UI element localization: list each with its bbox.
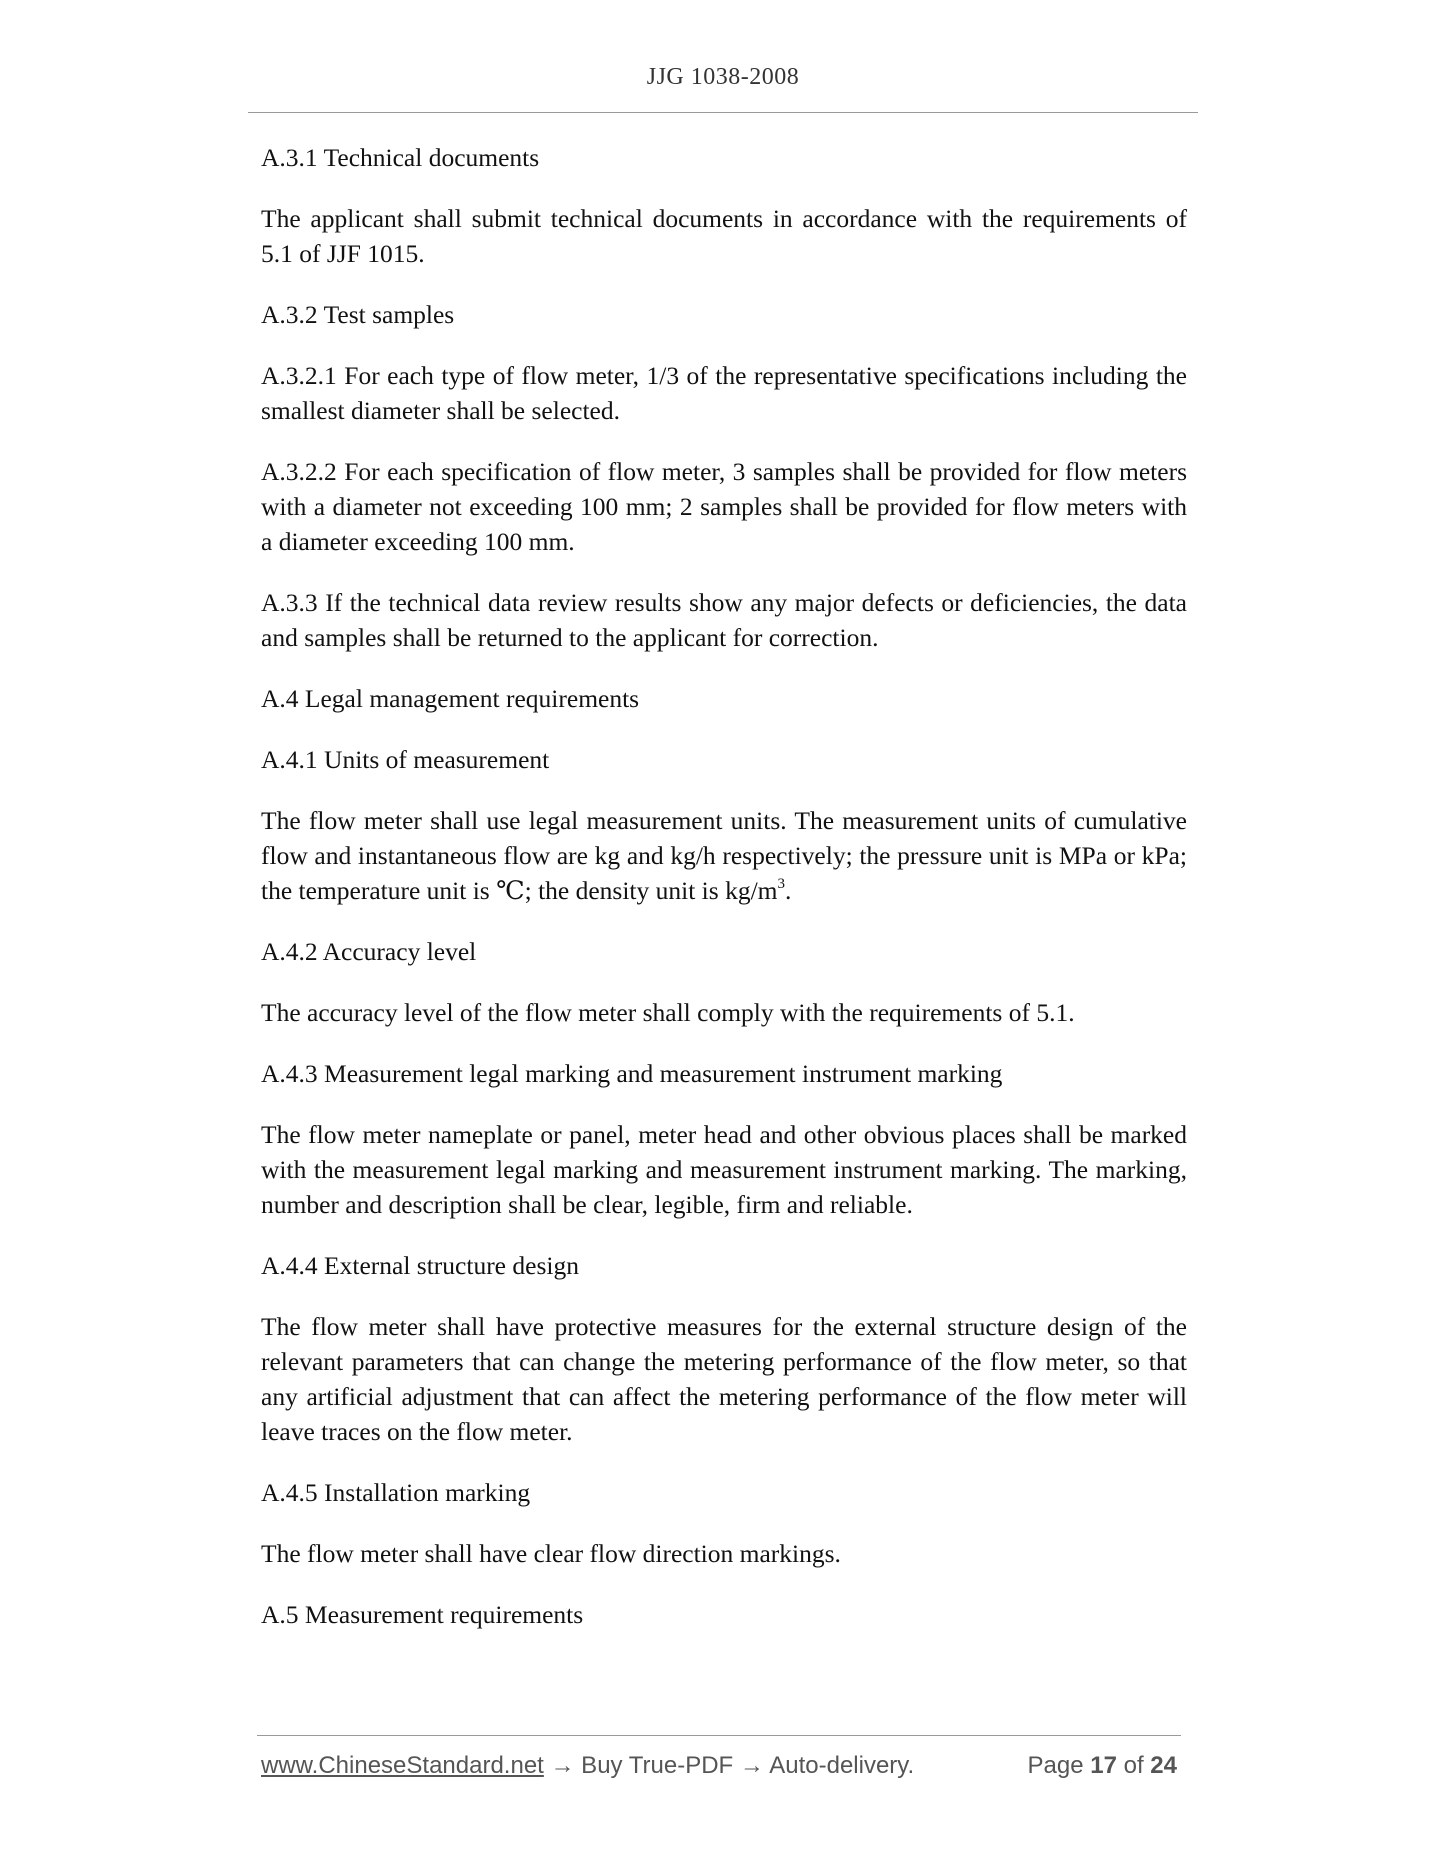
page-total: 24	[1150, 1752, 1177, 1779]
paragraph-a333: A.3.3 If the technical data review results show any major defects or deficiencies, the data and samples shall be returned to the applicant for correction.	[261, 588, 1187, 652]
section-heading-a42: A.4.2 Accuracy level	[261, 937, 477, 966]
paragraph-a41-end: .	[785, 876, 792, 905]
paragraph-a3321: A.3.2.1 For each type of flow meter, 1/3 of the representative specifications including the smallest diameter shall be selected.	[261, 361, 1187, 425]
paragraph-a41-text: The flow meter shall use legal measurement units. The measurement units of cumulative flow and instantaneous flow are kg and kg/h respectively; the pressure unit is MPa or kPa; the temperature unit is ℃; the density unit is kg/m	[261, 806, 1187, 905]
page-content	[261, 140, 1187, 1658]
site-link[interactable]: www.ChineseStandard.net	[261, 1752, 544, 1779]
header-divider	[248, 112, 1198, 113]
section-heading-a4: A.4 Legal management requirements	[261, 684, 640, 713]
document-code-header: JJG 1038-2008	[646, 64, 800, 90]
of-label: of	[1123, 1752, 1144, 1779]
paragraph-a331: The applicant shall submit technical documents in accordance with the requirements of 5.1 of JJF 1015.	[261, 204, 1187, 268]
section-heading-a45: A.4.5 Installation marking	[261, 1478, 531, 1507]
paragraph-a3322: A.3.2.2 For each specification of flow meter, 3 samples shall be provided for flow meters with a diameter not exceeding 100 mm; 2 samples shall be provided for flow meters with a diameter exceeding 100 mm.	[261, 457, 1187, 556]
section-heading-a43: A.4.3 Measurement legal marking and measurement instrument marking	[261, 1059, 1003, 1088]
paragraph-a43: The flow meter nameplate or panel, meter head and other obvious places shall be marked with the measurement legal marking and measurement instrument marking. The marking, number and description shall be clear, legible, firm and reliable.	[261, 1120, 1187, 1219]
paragraph-a44: The flow meter shall have protective measures for the external structure design of the relevant parameters that can change the metering performance of the flow meter, so that any artificial adjustment that can affect the metering performance of the flow meter will leave traces on the flow meter.	[261, 1312, 1187, 1446]
paragraph-a42: The accuracy level of the flow meter shall comply with the requirements of 5.1.	[261, 998, 1075, 1027]
promo-text: → Buy True-PDF → Auto-delivery.	[543, 1752, 915, 1779]
section-heading-a44: A.4.4 External structure design	[261, 1251, 579, 1280]
section-heading-a331: A.3.1 Technical documents	[261, 143, 540, 172]
page-label: Page	[1027, 1752, 1084, 1779]
page-footer	[261, 1752, 1181, 1780]
footer-divider	[257, 1735, 1181, 1736]
page-current: 17	[1090, 1752, 1117, 1779]
section-heading-a5: A.5 Measurement requirements	[261, 1600, 584, 1629]
section-heading-a332: A.3.2 Test samples	[261, 300, 455, 329]
paragraph-a45: The flow meter shall have clear flow direction markings.	[261, 1539, 841, 1568]
paragraph-a41	[261, 803, 1187, 908]
page-indicator	[1028, 1752, 1178, 1780]
superscript-cubed: 3	[777, 875, 785, 892]
section-heading-a41: A.4.1 Units of measurement	[261, 745, 550, 774]
